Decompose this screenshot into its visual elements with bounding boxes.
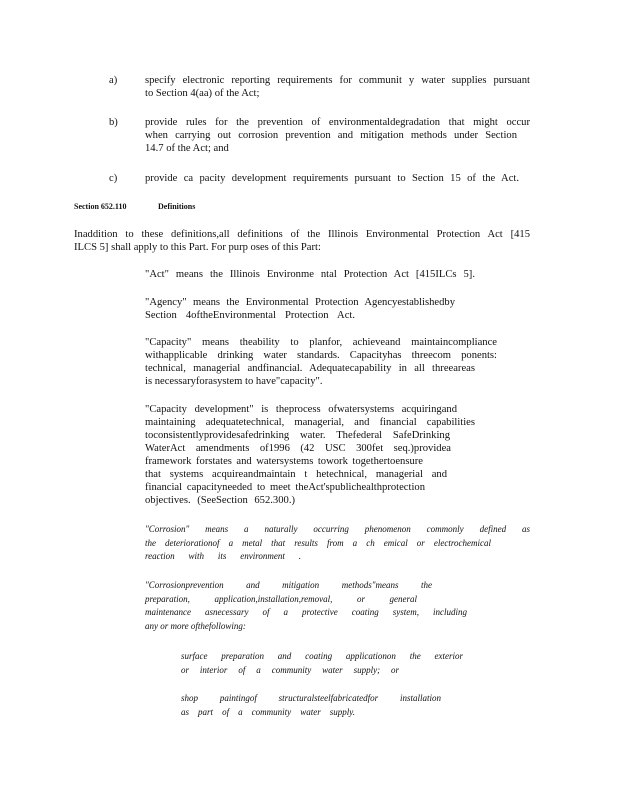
list-item-c: provide ca pacity development requirements pursuant to Section 15 of the Act. bbox=[145, 173, 519, 184]
definition-capacity-development: "Capacity development" is theprocess ofwatersystems acquiringand maintaining adequatetechnical, managerial, and financial capabilities toconsistentlyprovidesafedrinking water. Thefederal SafeDrinking WaterAct amendments of1996 (42 USC 300fet seq.)providea framework forstates and watersystems towork togethertoensure that systems acquireandmaintain t hetechnical, managerial and financial capacityneeded to meet theAct'spublichealthprotection objectives. (SeeSection 652.300.) bbox=[145, 404, 475, 506]
list-label-c: c) bbox=[109, 173, 118, 184]
subitem-shop-painting: shop paintingof structuralsteelfabricatedfor installation as part of a community water supply. bbox=[181, 693, 441, 717]
definition-agency: "Agency" means the Environmental Protection Agencyestablishedby Section 4oftheEnvironmental Protection Act. bbox=[145, 297, 455, 321]
list-item-b: provide rules for the prevention of environmentaldegradation that might occur when carrying out corrosion prevention and mitigation methods under Section 14.7 of the Act; and bbox=[145, 117, 530, 154]
definition-act: "Act" means the Illinois Environme ntal Protection Act [415ILCs 5]. bbox=[145, 269, 475, 280]
list-label-b: b) bbox=[109, 117, 118, 128]
definition-corrosion-prevention: "Corrosionprevention and mitigation methods"means the preparation, application,installation,removal, or general maintenance asnecessary of a protective coating system, including any or more ofthefollowing: bbox=[145, 580, 467, 631]
subitem-surface-preparation: surface preparation and coating applicationon the exterior or interior of a community water supply; or bbox=[181, 651, 463, 675]
section-number: Section 652.110 bbox=[74, 202, 127, 211]
intro-paragraph: Inaddition to these definitions,all definitions of the Illinois Environmental Protection Act [415 ILCS 5] shall apply to this Part. For purp oses of this Part: bbox=[74, 229, 530, 253]
definition-corrosion: "Corrosion" means a naturally occurring phenomenon commonly defined as the deteriorationof a metal that results from a ch emical or electrochemical reaction with its environment . bbox=[145, 524, 530, 561]
section-title: Definitions bbox=[158, 202, 196, 211]
list-label-a: a) bbox=[109, 75, 118, 86]
list-item-a: specify electronic reporting requirements for communit y water supplies pursuant to Section 4(aa) of the Act; bbox=[145, 75, 530, 99]
definition-capacity: "Capacity" means theability to planfor, achieveand maintaincompliance withapplicable drinking water standards. Capacityhas threecom ponents: technical, managerial andfinancial. Adequatecapability in all threeareas is necessaryforasystem to have"capacity". bbox=[145, 337, 497, 387]
